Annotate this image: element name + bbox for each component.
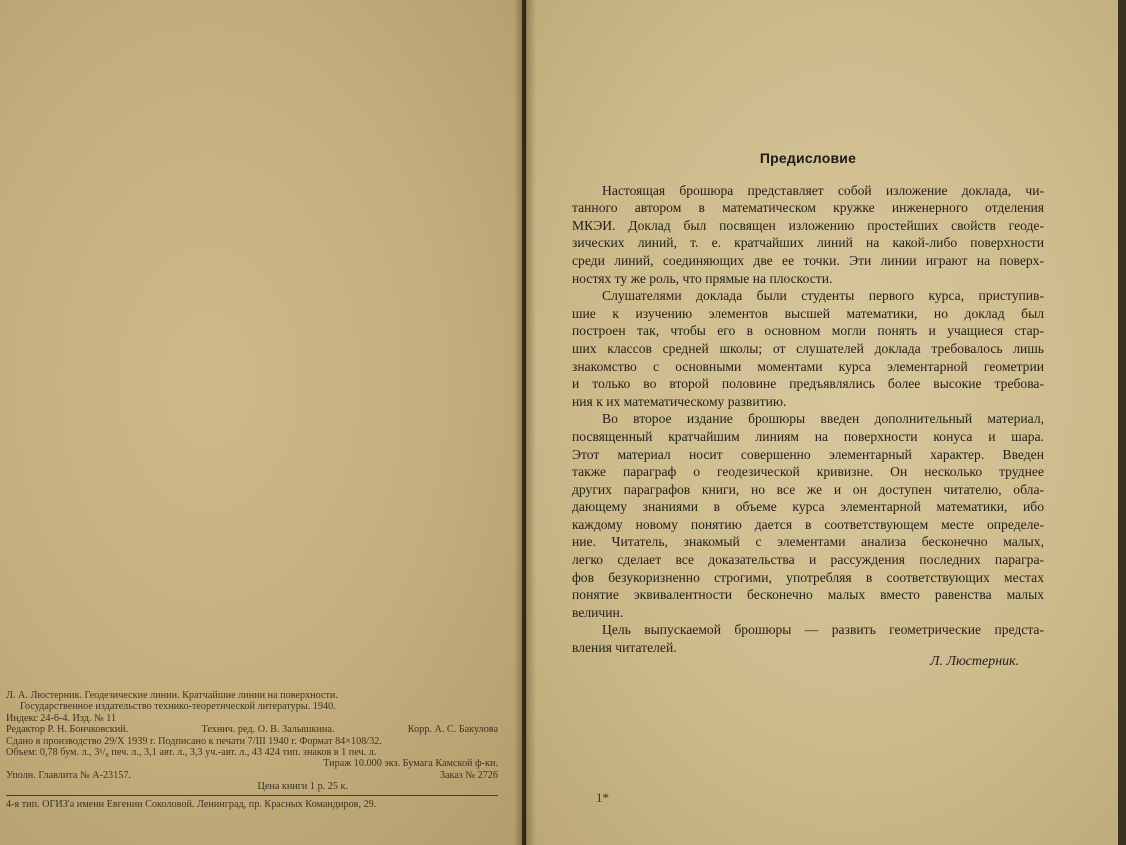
text-line: танного автором в математическом кружке инженерного отделения [572, 200, 1044, 216]
printer: 4-я тип. ОГИЗ'а имени Евгении Соколовой. Ленинград, пр. Красных Командиров, 29. [6, 798, 377, 810]
order-number: Заказ № 2726 [439, 769, 498, 781]
text-line: МКЭИ. Доклад был посвящен изложению простейших свойств геоде- [572, 217, 1044, 233]
author-signature: Л. Люстерник. [930, 654, 1020, 669]
text-line: ших классов средней школы; от слушателей доклада требовалось лишь [572, 340, 1044, 356]
text-line: Во второе издание брошюры введен дополнительный материал, [602, 411, 1044, 427]
page-edge-shadow [1118, 0, 1126, 845]
text-line: вления читателей. [572, 640, 677, 656]
text-line: величин. [572, 604, 624, 620]
imprint-line: Индекс 24-6-4. Изд. № 11 [6, 712, 117, 724]
preface-title: Предисловие [759, 150, 857, 166]
text-line: знакомство с основными моментами курса элементарной геометрии [572, 358, 1044, 374]
book-gutter [514, 0, 536, 845]
proofreader: Корр. А. С. Бакулова [407, 724, 498, 736]
license-row [6, 770, 498, 781]
text-line: Этот материал носит совершенно элементарный характер. Введен [572, 446, 1044, 462]
text-line: других параграфов книги, но все же и он доступен читателю, обла- [572, 481, 1044, 497]
text-line: среди линий, соединяющих две ее точки. Эти линии играют на поверх- [572, 252, 1044, 268]
text-line: дающему знаниями в объеме курса элементарной математики, ибо [572, 499, 1044, 515]
price: Цена книги 1 р. 25 к. [257, 781, 348, 793]
text-line: каждому новому понятию дается в соответствующем месте определе- [572, 516, 1044, 532]
text-line: Настоящая брошюра представляет собой изложение доклада, чи- [602, 182, 1044, 198]
text-line: Цель выпускаемой брошюры — развить геометрические предста- [602, 622, 1044, 638]
license: Уполн. Главлита № А-23157. [6, 769, 131, 781]
imprint-rule [6, 795, 498, 796]
circulation: Тираж 10.000 экз. Бумага Камской ф-ки. [323, 758, 498, 770]
text-line: шие к изучению элементов высшей математики, но доклад был [572, 305, 1044, 321]
text-line: фов безукоризненно строгими, употребляя в соответствующих местах [572, 569, 1044, 585]
imprint-line: Сдано в производство 29/X 1939 г. Подписано к печати 7/III 1940 г. Формат 84×108/32. [6, 735, 382, 747]
text-line: зических линий, т. е. кратчайших линий на какой-либо поверхности [572, 235, 1044, 251]
imprint-line: Объем: 0,78 бум. л., 3¹/₈ печ. л., 3,1 авт. л., 3,3 уч.-авт. л., 43 424 тип. знаков в 1 печ. л. [6, 747, 377, 759]
imprint-line: Л. А. Люстерник. Геодезические линии. Кратчайшие линии на поверхности. [6, 690, 338, 701]
text-line: ностях ту же роль, что прямые на плоскости. [572, 270, 833, 286]
text-line: и только во второй половине предъявлялись более высокие требова- [572, 376, 1044, 392]
text-line: Слушателями доклада были студенты первого курса, приступив- [602, 288, 1044, 304]
preface [572, 150, 1044, 657]
tech-editor: Технич. ред. О. В. Залышкина. [201, 724, 335, 736]
page-folio: 1* [596, 790, 609, 805]
text-line: посвященный кратчайшим линиям на поверхности конуса и шара. [572, 428, 1044, 444]
text-line: понятие эквивалентности бесконечно малых вместо равенства малых [572, 587, 1044, 603]
text-line: построен так, чтобы его в основном могли понять и учащиеся стар- [572, 323, 1044, 339]
text-line: легко сделает все доказательства и рассуждения последних парагра- [572, 552, 1044, 568]
editors-row [6, 724, 498, 735]
editor: Редактор Р. Н. Бончковский. [6, 724, 129, 736]
text-line: ния к их математическому развитию. [572, 393, 787, 409]
imprint-line: Государственное издательство технико-теоретической литературы. 1940. [20, 701, 336, 713]
text-line: ние. Читатель, знакомый с элементами анализа бесконечно малых, [572, 534, 1044, 550]
text-line: также параграф о геодезической кривизне. Он несколько труднее [572, 464, 1044, 480]
imprint-block [6, 690, 498, 810]
